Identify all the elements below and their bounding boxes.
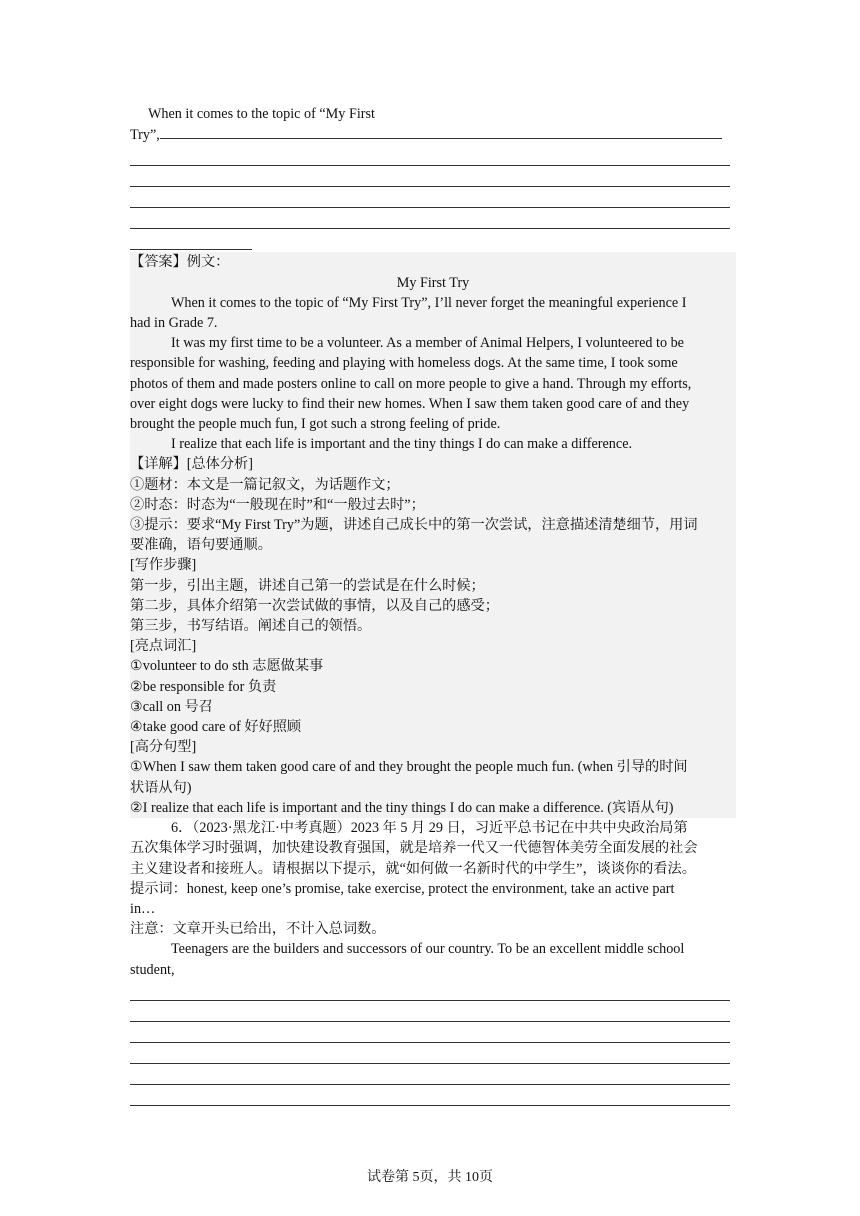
answer-label: 【答案】例文： [130, 254, 230, 271]
analysis-item: ③提示：要求“My First Try”为题，讲述自己成长中的第一次尝试，注意描述清楚细节，用词 [130, 517, 698, 534]
answer-line[interactable] [130, 208, 730, 229]
sentence-item: 状语从句) [130, 779, 192, 796]
question6-line: in… [130, 900, 156, 917]
question6-line: 6．（2023·黑龙江·中考真题）2023 年 5 月 29 日，习近平总书记在中共中央政治局第 [171, 820, 688, 837]
essay-p1-line: had in Grade 7. [130, 315, 218, 332]
essay-p2-line: responsible for washing, feeding and playing with homeless dogs. At the same time, I took some [130, 355, 678, 372]
answer-block [130, 252, 736, 818]
essay-p1-line: When it comes to the topic of “My First Try”, I’ll never forget the meaningful experience I [171, 294, 687, 311]
vocab-label: [亮点词汇] [130, 638, 197, 655]
question6-line: 主义建设者和接班人。请根据以下提示，就“如何做一名新时代的中学生”，谈谈你的看法。 [130, 860, 696, 877]
answer-line[interactable] [130, 980, 730, 1001]
analysis-item: ②时态：时态为“一般现在时”和“一般过去时”； [130, 496, 425, 513]
step-item: 第一步，引出主题，讲述自己第一的尝试是在什么时候； [130, 577, 485, 594]
question6-line: 五次集体学习时强调，加快建设教育强国，就是培养一代又一代德智体美劳全面发展的社会 [130, 840, 698, 857]
step-item: 第三步，书写结语。阐述自己的领悟。 [130, 618, 372, 635]
answer-line[interactable] [130, 1001, 730, 1022]
vocab-item: ①volunteer to do sth 志愿做某事 [130, 658, 324, 675]
essay-title: My First Try [396, 274, 470, 291]
vocab-item: ④take good care of 好好照顾 [130, 719, 302, 736]
analysis-label: 【详解】[总体分析] [130, 456, 253, 473]
document-body [130, 104, 730, 1106]
sentences-label: [高分句型] [130, 739, 197, 756]
steps-label: [写作步骤] [130, 557, 197, 574]
essay-p2-line: It was my first time to be a volunteer. As a member of Animal Helpers, I volunteered to be [171, 335, 684, 352]
question-intro-line1: When it comes to the topic of “My First [148, 106, 375, 122]
answer-line[interactable] [130, 1064, 730, 1085]
essay-p2-line: brought the people much fun, I got such a strong feeling of pride. [130, 416, 501, 433]
answer-line-short[interactable] [130, 229, 252, 250]
sentence-item: ②I realize that each life is important and the tiny things I do can make a difference. (宾语从句) [130, 799, 674, 816]
question-intro-line2 [130, 124, 730, 145]
vocab-item: ②be responsible for 负责 [130, 678, 277, 695]
question6-line: 提示词：honest, keep one’s promise, take exercise, protect the environment, take an active part [130, 880, 675, 897]
answer-line[interactable] [130, 145, 730, 166]
question6-start-line: Teenagers are the builders and successors of our country. To be an excellent middle school [171, 941, 685, 958]
question-intro-line2-text: Try”, [130, 127, 160, 144]
essay-p2-line: photos of them and made posters online to call on more people to give a hand. Through my efforts, [130, 375, 692, 392]
vocab-item: ③call on 号召 [130, 698, 213, 715]
answer-blank[interactable] [160, 124, 722, 139]
essay-p3: I realize that each life is important and the tiny things I do can make a difference. [171, 436, 633, 453]
analysis-item: 要准确，语句要通顺。 [130, 537, 272, 554]
question6-start-line: student, [130, 961, 175, 978]
page-footer: 试卷第 5页，共 10页 [367, 1170, 493, 1185]
answer-line[interactable] [130, 166, 730, 187]
answer-line[interactable] [130, 1022, 730, 1043]
essay-p2-line: over eight dogs were lucky to find their new homes. When I saw them taken good care of and they [130, 395, 690, 412]
answer-line[interactable] [130, 1043, 730, 1064]
question6-line: 注意：文章开头已给出，不计入总词数。 [130, 921, 386, 938]
step-item: 第二步，具体介绍第一次尝试做的事情，以及自己的感受； [130, 597, 499, 614]
answer-line[interactable] [130, 1085, 730, 1106]
analysis-item: ①题材：本文是一篇记叙文，为话题作文； [130, 476, 400, 493]
sentence-item: ①When I saw them taken good care of and they brought the people much fun. (when 引导的时间 [130, 759, 688, 776]
answer-line[interactable] [130, 187, 730, 208]
